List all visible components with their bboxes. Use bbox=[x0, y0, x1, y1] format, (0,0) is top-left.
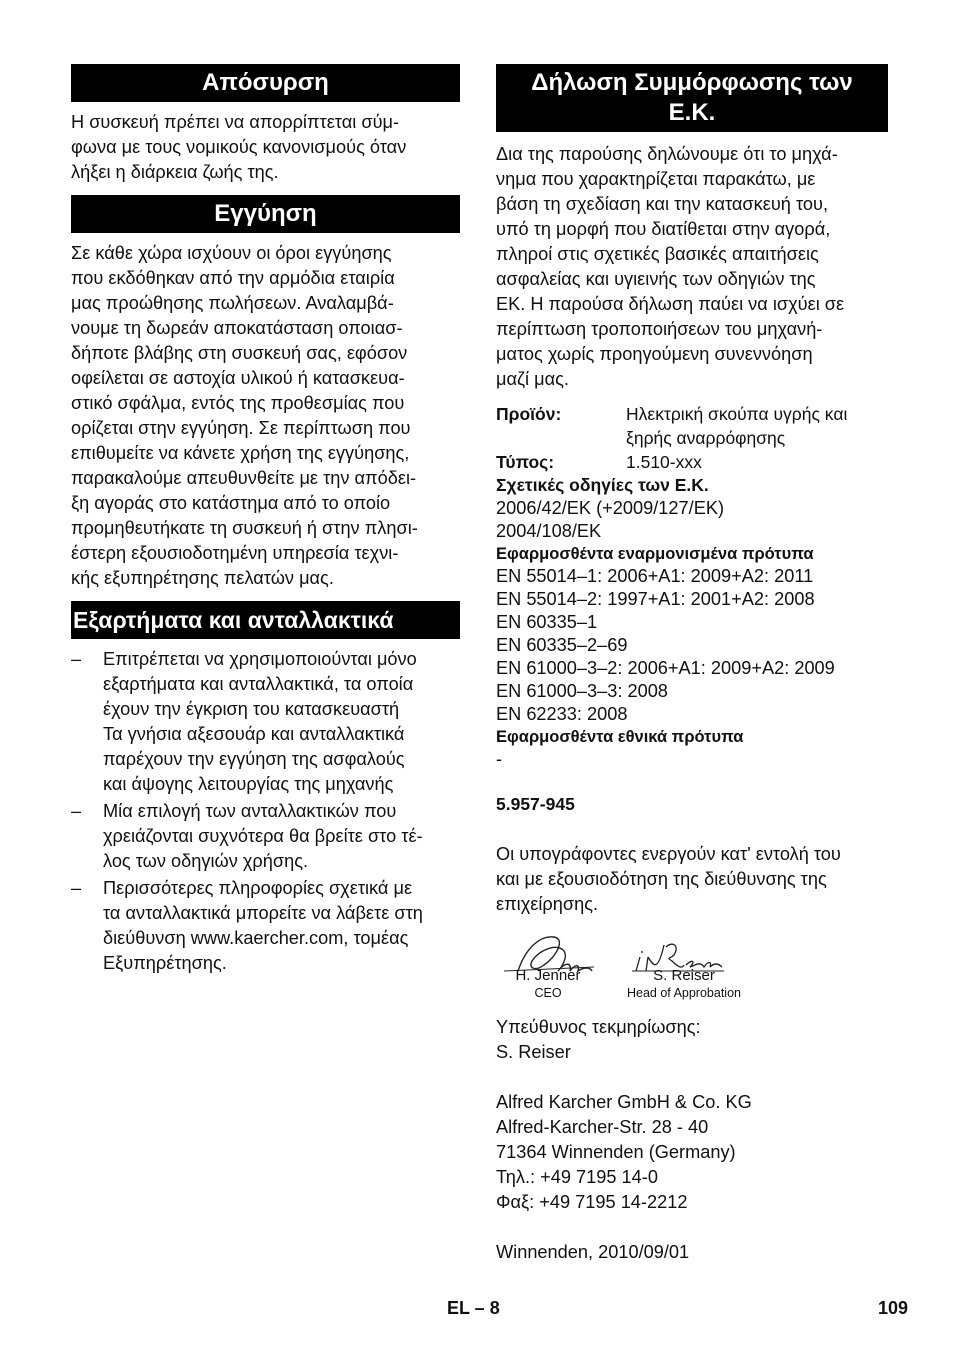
type-row bbox=[496, 450, 888, 474]
list-item: – Επιτρέπεται να χρησιμοποιούνται μόνο εξαρτήματα και ανταλλακτικά, τα οποία έχουν την έγκριση του κατασκευαστή Τα γνήσια αξεσουάρ και ανταλλακτικά παρέχουν την εγγύηση της ασφαλούς και άψογης λειτουργίας της μηχανής bbox=[71, 649, 417, 794]
signer-jenner bbox=[496, 967, 600, 1001]
company-address: Alfred Karcher GmbH & Co. KG Alfred-Karcher-Str. 28 - 40 71364 Winnenden (Germany) Τηλ.: +49 7195 14-0 Φαξ: +49 7195 14-2212 bbox=[496, 1092, 752, 1212]
signers-text: Οι υπογράφοντες ενεργούν κατ' εντολή του και με εξουσιοδότηση της διεύθυνσης της επιχείρησης. bbox=[496, 844, 841, 914]
document-number: 5.957-945 bbox=[496, 794, 575, 814]
signer-name: H. Jenner bbox=[515, 967, 581, 984]
signer-reiser bbox=[614, 967, 754, 1001]
footer-lang-page: EL – 8 bbox=[447, 1298, 500, 1318]
declaration-intro: Δια της παρούσης δηλώνουμε ότι το μηχά- νημα που χαρακτηρίζεται παρακάτω, με βάση τη σχεδίαση και την κατασκευή του, υπό τη μορφή που διατίθεται στην αγορά, πληροί στις σχετικές βασικές απαιτήσεις ασφαλείας και υγιεινής των οδηγιών της ΕΚ. Η παρούσα δήλωση παύει να ισχύει σε περίπτωση τροποποιήσεων του μηχανή- ματος χωρίς προηγούμενη συνεννόηση μαζί μας. bbox=[496, 144, 845, 389]
list-item: – Περισσότερες πληροφορίες σχετικά με τα ανταλλακτικά μπορείτε να λάβετε στη διεύθυνση www.kaercher.com, τομέας Εξυπηρέτησης. bbox=[71, 878, 423, 973]
signer-role: Head of Approbation bbox=[627, 986, 741, 1000]
disposal-text: Η συσκευή πρέπει να απορρίπτεται σύμ- φωνα με τους νομικούς κανονισμούς όταν λήξει η διάρκεια ζωής της. bbox=[71, 112, 407, 182]
signer-role: CEO bbox=[534, 986, 562, 1000]
dash-bullet: – bbox=[71, 801, 82, 821]
heading-warranty: Εγγύηση bbox=[71, 195, 460, 233]
national-standards-value: - bbox=[496, 749, 503, 769]
national-standards-label: Εφαρμοσθέντα εθνικά πρότυπα bbox=[496, 728, 744, 746]
signer-name: S. Reiser bbox=[653, 967, 715, 984]
right-column bbox=[496, 64, 888, 1265]
product-row bbox=[496, 402, 888, 450]
directives-list: 2006/42/ΕΚ (+2009/127/ΕΚ) 2004/108/ΕΚ bbox=[496, 498, 725, 541]
heading-accessories: Εξαρτήματα και ανταλλακτικά bbox=[71, 601, 460, 639]
warranty-text: Σε κάθε χώρα ισχύουν οι όροι εγγύησης που εκδόθηκαν από την αρμόδια εταιρία μας προώθησης πωλήσεων. Αναλαμβά- νουμε τη δωρεάν αποκατάσταση οποιασ- δήποτε βλάβης στη συσκευή σας, εφόσον οφείλεται σε αστοχία υλικού ή κατασκευα- στικό σφάλμα, εντός της προθεσμίας που ορίζεται στην εγγύηση. Σε περίπτωση που επιθυμείτε να κάνετε χρήση της εγγύησης, παρακαλούμε απευθυνθείτε με την απόδει- ξη αγοράς στο κατάστημα από το οποίο προμηθευτήκατε τη συσκευή ή στην πλησι- έστερη εξουσιοδοτημένη υπηρεσία τεχνι- κής εξυπηρέτησης πελατών μας. bbox=[71, 243, 418, 588]
list-item: – Μία επιλογή των ανταλλακτικών που χρειάζονται συχνότερα θα βρείτε στο τέ- λος των οδηγιών χρήσης. bbox=[71, 801, 423, 871]
product-value: Ηλεκτρική σκούπα υγρής και ξηρής αναρρόφησης bbox=[626, 404, 848, 448]
directives-label: Σχετικές οδηγίες των Ε.Κ. bbox=[496, 475, 709, 495]
heading-declaration: Δήλωση Συμμόρφωσης των Ε.Κ. bbox=[496, 64, 888, 132]
product-block bbox=[496, 402, 888, 771]
standards-list: EN 55014–1: 2006+A1: 2009+A2: 2011 EN 55014–2: 1997+A1: 2001+A2: 2008 EN 60335–1 EN 60335–2–69 EN 61000–3–2: 2006+A1: 2009+A2: 2009 EN 61000–3–3: 2008 EN 62233: 2008 bbox=[496, 566, 835, 724]
accessories-list bbox=[71, 647, 460, 976]
type-label: Τύπος: bbox=[496, 452, 555, 472]
product-label: Προϊόν: bbox=[496, 404, 562, 424]
type-value: 1.510-xxx bbox=[626, 452, 702, 472]
dash-bullet: – bbox=[71, 649, 82, 669]
dash-bullet: – bbox=[71, 878, 82, 898]
documentation-responsible: Υπεύθυνος τεκμηρίωσης: S. Reiser bbox=[496, 1017, 701, 1062]
page-number: 109 bbox=[878, 1298, 909, 1318]
place-date: Winnenden, 2010/09/01 bbox=[496, 1242, 690, 1262]
harmonised-standards-label: Εφαρμοσθέντα εναρμονισμένα πρότυπα bbox=[496, 545, 814, 563]
signature-block bbox=[496, 927, 888, 1015]
left-column bbox=[71, 64, 460, 978]
heading-disposal: Απόσυρση bbox=[71, 64, 460, 102]
